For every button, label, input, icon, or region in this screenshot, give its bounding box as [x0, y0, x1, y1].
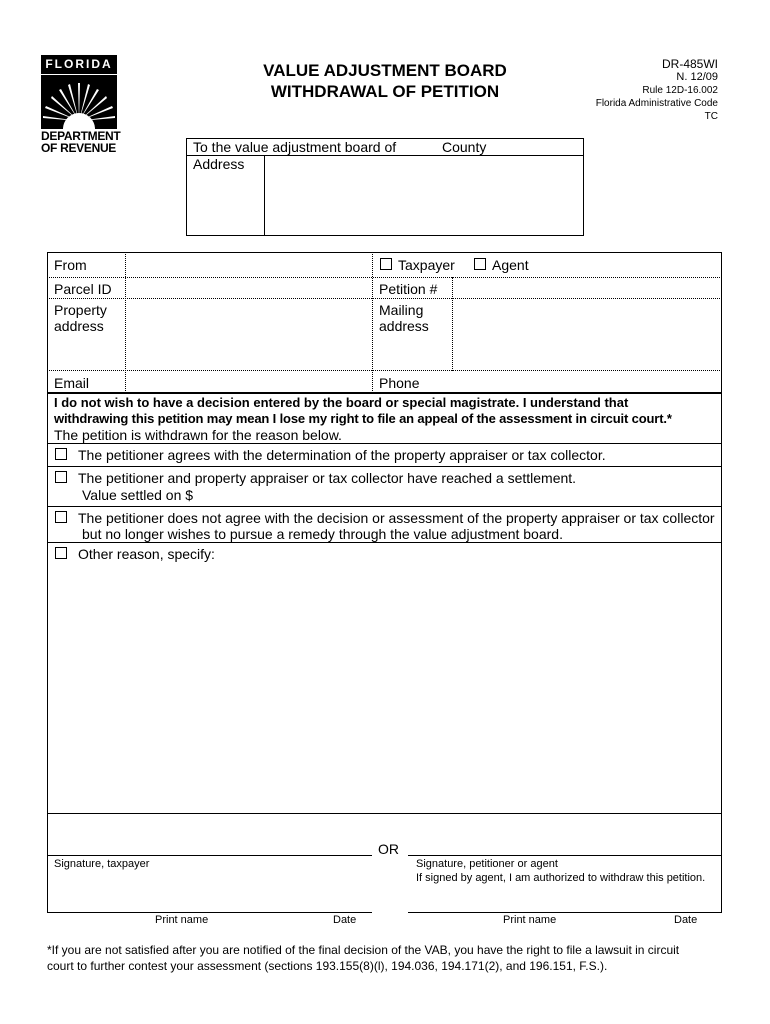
footnote-line-1: *If you are not satisfied after you are notified of the final decision of the VAB, you have the right to file a lawsuit in circuit: [47, 943, 680, 957]
reason-agree-label: The petitioner agrees with the determination of the property appraiser or tax collector.: [78, 447, 606, 463]
agent-checkbox[interactable]: [474, 258, 486, 270]
other-reason-input[interactable]: [56, 566, 716, 808]
mailing-address-label-1: Mailing: [379, 302, 424, 318]
date-label-right: Date: [674, 914, 698, 926]
statement-line-1: I do not wish to have a decision entered by the board or special magistrate. I understand that: [54, 395, 629, 410]
signature-taxpayer-label: Signature, taxpayer: [54, 858, 150, 870]
phone-label: Phone: [379, 375, 420, 391]
reason-disagree-line-2: but no longer wishes to pursue a remedy through the value adjustment board.: [82, 526, 563, 542]
footnote-line-2: court to further contest your assessment (sections 193.155(8)(l), 194.036, 194.171(2), and 196.151, F.S.).: [47, 959, 608, 973]
form-info: [596, 57, 718, 123]
form-title-line-2: WITHDRAWAL OF PETITION: [270, 82, 500, 101]
email-input[interactable]: [128, 374, 368, 390]
county-input[interactable]: [398, 139, 438, 153]
statement-line-2: withdrawing this petition may mean I lose my right to file an appeal of the assessment in circuit court.*: [54, 411, 672, 426]
mailing-address-label-2: address: [379, 318, 429, 334]
reason-agree-checkbox[interactable]: [55, 448, 67, 460]
board-to-label: To the value adjustment board of: [193, 139, 397, 155]
parcel-id-label: Parcel ID: [54, 281, 112, 297]
form-rule: Rule 12D-16.002: [642, 85, 718, 96]
taxpayer-label: Taxpayer: [398, 257, 455, 273]
email-label: Email: [54, 375, 90, 391]
county-label: County: [442, 139, 487, 155]
board-address-input[interactable]: [268, 158, 580, 232]
mailing-address-input[interactable]: [456, 301, 718, 367]
or-label: OR: [378, 841, 399, 857]
signature-taxpayer-field[interactable]: [50, 820, 370, 854]
agent-label: Agent: [492, 257, 529, 273]
print-name-label-left: Print name: [155, 914, 209, 926]
signature-agent-note: If signed by agent, I am authorized to withdraw this petition.: [416, 872, 706, 884]
date-label-left: Date: [333, 914, 357, 926]
from-label: From: [54, 257, 87, 273]
property-address-label-1: Property: [54, 302, 107, 318]
petition-number-label: Petition #: [379, 281, 438, 297]
phone-input[interactable]: [456, 374, 718, 390]
property-address-label-2: address: [54, 318, 104, 334]
reason-other-label: Other reason, specify:: [78, 546, 215, 562]
reason-settlement-label: The petitioner and property appraiser or tax collector have reached a settlement.: [78, 470, 577, 486]
statement-line-3: The petition is withdrawn for the reason below.: [54, 427, 342, 443]
from-input[interactable]: [128, 256, 368, 274]
sun-icon: [41, 75, 117, 129]
signature-agent-field[interactable]: [410, 820, 718, 854]
taxpayer-checkbox[interactable]: [380, 258, 392, 270]
reason-other-checkbox[interactable]: [55, 547, 67, 559]
form-revision: N. 12/09: [676, 71, 718, 83]
property-address-input[interactable]: [128, 301, 368, 367]
reason-settlement-checkbox[interactable]: [55, 471, 67, 483]
form-admin-code: Florida Administrative Code: [595, 98, 718, 109]
department-logo: [41, 55, 121, 155]
logo-state-name: FLORIDA: [41, 55, 117, 74]
form-tc: TC: [704, 111, 718, 122]
form-title-line-1: VALUE ADJUSTMENT BOARD: [263, 61, 507, 80]
board-address-label: Address: [193, 156, 245, 172]
logo-dept-line-2: OF REVENUE: [41, 141, 117, 155]
reason-disagree-line-1: The petitioner does not agree with the decision or assessment of the property appraiser or tax collector: [78, 510, 715, 526]
signature-agent-label: Signature, petitioner or agent: [416, 858, 558, 870]
form-code: DR-485WI: [661, 57, 718, 71]
value-settled-label: Value settled on $: [82, 487, 194, 503]
logo-dept-line-1: DEPARTMENT: [41, 129, 121, 143]
print-name-label-right: Print name: [503, 914, 557, 926]
parcel-id-input[interactable]: [128, 280, 368, 296]
reason-disagree-checkbox[interactable]: [55, 511, 67, 523]
petition-number-input[interactable]: [456, 280, 718, 296]
